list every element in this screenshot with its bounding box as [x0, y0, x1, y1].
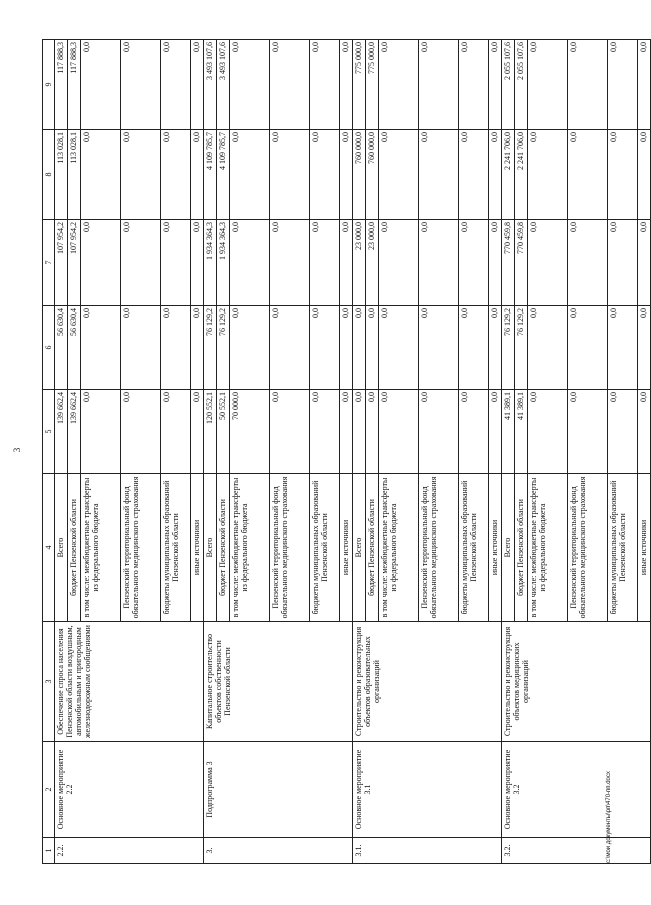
amount-cell: 76 129,2 — [502, 306, 515, 390]
table-row — [55, 40, 68, 864]
funding-source-cell: в том числе: межбюджетные трансферты из федерального бюджета — [81, 474, 121, 622]
amount-cell: 41 389,1 — [502, 390, 515, 474]
funding-source-cell: бюджеты муниципальных образований Пензенской области — [310, 474, 340, 622]
funding-source-cell: бюджет Пензенской области — [68, 474, 81, 622]
amount-cell: 0,0 — [191, 306, 204, 390]
amount-cell: 117 888,3 — [55, 40, 68, 130]
header-cell: 2 — [43, 742, 55, 838]
amount-cell: 0,0 — [459, 220, 489, 306]
block-name-cell: Подпрограмма 3 — [204, 742, 353, 838]
block-name-cell: Основное мероприятие 3.1 — [353, 742, 502, 838]
amount-cell: 0,0 — [489, 130, 502, 220]
amount-cell: 76 129,2 — [217, 306, 230, 390]
amount-cell: 0,0 — [230, 306, 270, 390]
block-name-cell: Основное мероприятие 3.2 — [502, 742, 651, 838]
block-description-cell: Строительство и реконструкция объектов образовательных организаций — [353, 622, 502, 742]
amount-cell: 0,0 — [528, 130, 568, 220]
amount-cell: 0,0 — [121, 306, 161, 390]
header-cell: 7 — [43, 220, 55, 306]
amount-cell: 3 493 107,6 — [217, 40, 230, 130]
amount-cell: 107 954,2 — [55, 220, 68, 306]
funding-source-cell: Пензенский территориальный фонд обязательного медицинского страхования — [419, 474, 459, 622]
amount-cell: 0,0 — [608, 130, 638, 220]
amount-cell: 0,0 — [161, 390, 191, 474]
amount-cell: 0,0 — [568, 40, 608, 130]
amount-cell: 0,0 — [419, 390, 459, 474]
amount-cell: 0,0 — [161, 306, 191, 390]
header-cell: 6 — [43, 306, 55, 390]
funding-source-cell: иные источники — [638, 474, 651, 622]
amount-cell: 0,0 — [489, 220, 502, 306]
block-name-cell: Основное мероприятие 2.2 — [55, 742, 204, 838]
amount-cell: 23 000,0 — [353, 220, 366, 306]
amount-cell: 0,0 — [568, 220, 608, 306]
amount-cell: 0,0 — [81, 130, 121, 220]
amount-cell: 0,0 — [310, 40, 340, 130]
funding-source-cell: Всего — [55, 474, 68, 622]
funding-source-cell: бюджеты муниципальных образований Пензенской области — [161, 474, 191, 622]
amount-cell: 0,0 — [419, 220, 459, 306]
amount-cell: 113 028,1 — [68, 130, 81, 220]
amount-cell: 2 241 706,0 — [502, 130, 515, 220]
amount-cell: 1 934 364,3 — [217, 220, 230, 306]
amount-cell: 0,0 — [310, 220, 340, 306]
amount-cell: 0,0 — [608, 220, 638, 306]
amount-cell: 0,0 — [528, 306, 568, 390]
amount-cell: 0,0 — [310, 390, 340, 474]
amount-cell: 760 000,0 — [353, 130, 366, 220]
funding-source-cell: в том числе: межбюджетные трансферты из федерального бюджета — [379, 474, 419, 622]
block-description-cell: Строительство и реконструкция объектов медицинских организаций — [502, 622, 651, 742]
amount-cell: 139 662,4 — [55, 390, 68, 474]
amount-cell: 0,0 — [310, 130, 340, 220]
amount-cell: 0,0 — [379, 306, 419, 390]
amount-cell: 0,0 — [379, 220, 419, 306]
amount-cell: 0,0 — [81, 40, 121, 130]
amount-cell: 0,0 — [638, 40, 651, 130]
header-cell: 8 — [43, 130, 55, 220]
table-header-row — [43, 40, 55, 864]
funding-table — [42, 39, 651, 864]
amount-cell: 0,0 — [419, 130, 459, 220]
funding-source-cell: Пензенский территориальный фонд обязательного медицинского страхования — [121, 474, 161, 622]
amount-cell: 139 662,4 — [68, 390, 81, 474]
amount-cell: 0,0 — [568, 306, 608, 390]
header-cell: 3 — [43, 622, 55, 742]
amount-cell: 775 000,0 — [353, 40, 366, 130]
amount-cell: 0,0 — [459, 306, 489, 390]
block-description-cell: Капитальное строительство объектов собственности Пензенской области — [204, 622, 353, 742]
funding-table-body — [43, 40, 651, 864]
amount-cell: 4 109 785,7 — [204, 130, 217, 220]
amount-cell: 0,0 — [568, 130, 608, 220]
amount-cell: 760 000,0 — [366, 130, 379, 220]
amount-cell: 0,0 — [340, 220, 353, 306]
table-row — [353, 40, 366, 864]
block-code-cell: 2.2. — [55, 838, 204, 864]
file-path-footer: c:\мои документы\рп\470-пп.docx — [606, 771, 612, 863]
amount-cell: 0,0 — [191, 130, 204, 220]
amount-cell: 0,0 — [366, 390, 379, 474]
funding-source-cell: Всего — [502, 474, 515, 622]
header-cell: 4 — [43, 474, 55, 622]
amount-cell: 0,0 — [121, 40, 161, 130]
amount-cell: 0,0 — [608, 306, 638, 390]
funding-source-cell: бюджеты муниципальных образований Пензенской области — [459, 474, 489, 622]
amount-cell: 0,0 — [161, 130, 191, 220]
amount-cell: 0,0 — [161, 40, 191, 130]
funding-source-cell: Всего — [353, 474, 366, 622]
amount-cell: 0,0 — [608, 390, 638, 474]
amount-cell: 0,0 — [270, 220, 310, 306]
amount-cell: 0,0 — [81, 306, 121, 390]
amount-cell: 0,0 — [121, 130, 161, 220]
amount-cell: 0,0 — [638, 220, 651, 306]
amount-cell: 70 000,0 — [230, 390, 270, 474]
amount-cell: 0,0 — [230, 130, 270, 220]
amount-cell: 0,0 — [419, 40, 459, 130]
amount-cell: 0,0 — [568, 390, 608, 474]
amount-cell: 0,0 — [340, 390, 353, 474]
amount-cell: 0,0 — [270, 40, 310, 130]
amount-cell: 50 552,1 — [217, 390, 230, 474]
amount-cell: 0,0 — [638, 390, 651, 474]
amount-cell: 0,0 — [191, 390, 204, 474]
funding-source-cell: Пензенский территориальный фонд обязательного медицинского страхования — [270, 474, 310, 622]
amount-cell: 76 129,2 — [204, 306, 217, 390]
amount-cell: 0,0 — [230, 40, 270, 130]
amount-cell: 4 109 785,7 — [217, 130, 230, 220]
funding-source-cell: в том числе: межбюджетные трансферты из федерального бюджета — [230, 474, 270, 622]
amount-cell: 0,0 — [489, 306, 502, 390]
funding-source-cell: в том числе: межбюджетные трансферты из федерального бюджета — [528, 474, 568, 622]
block-code-cell: 3.2. — [502, 838, 651, 864]
amount-cell: 770 459,8 — [515, 220, 528, 306]
amount-cell: 0,0 — [459, 390, 489, 474]
amount-cell: 0,0 — [191, 40, 204, 130]
funding-source-cell: Пензенский территориальный фонд обязательного медицинского страхования — [568, 474, 608, 622]
block-code-cell: 3. — [204, 838, 353, 864]
amount-cell: 0,0 — [121, 390, 161, 474]
header-cell: 5 — [43, 390, 55, 474]
amount-cell: 0,0 — [528, 390, 568, 474]
amount-cell: 120 552,1 — [204, 390, 217, 474]
amount-cell: 0,0 — [161, 220, 191, 306]
amount-cell: 0,0 — [489, 390, 502, 474]
amount-cell: 0,0 — [270, 306, 310, 390]
amount-cell: 0,0 — [379, 130, 419, 220]
amount-cell: 0,0 — [419, 306, 459, 390]
amount-cell: 0,0 — [366, 306, 379, 390]
amount-cell: 0,0 — [528, 220, 568, 306]
amount-cell: 0,0 — [459, 40, 489, 130]
amount-cell: 775 000,0 — [366, 40, 379, 130]
header-cell: 9 — [43, 40, 55, 130]
amount-cell: 56 630,4 — [55, 306, 68, 390]
amount-cell: 0,0 — [379, 390, 419, 474]
amount-cell: 0,0 — [230, 220, 270, 306]
block-code-cell: 3.1. — [353, 838, 502, 864]
funding-source-cell: иные источники — [191, 474, 204, 622]
amount-cell: 0,0 — [121, 220, 161, 306]
funding-source-cell: иные источники — [489, 474, 502, 622]
funding-source-cell: бюджет Пензенской области — [515, 474, 528, 622]
block-description-cell: Обеспечение спроса населения Пензенской области воздушным, автомобильным и пригородным железнодорожным сообщениями — [55, 622, 204, 742]
amount-cell: 0,0 — [638, 130, 651, 220]
amount-cell: 0,0 — [379, 40, 419, 130]
amount-cell: 117 888,3 — [68, 40, 81, 130]
amount-cell: 0,0 — [340, 130, 353, 220]
amount-cell: 2 055 107,6 — [515, 40, 528, 130]
amount-cell: 107 954,2 — [68, 220, 81, 306]
page-number: 3 — [12, 447, 22, 453]
funding-source-cell: Всего — [204, 474, 217, 622]
amount-cell: 0,0 — [81, 220, 121, 306]
amount-cell: 0,0 — [528, 40, 568, 130]
amount-cell: 0,0 — [353, 390, 366, 474]
amount-cell: 0,0 — [310, 306, 340, 390]
amount-cell: 0,0 — [340, 306, 353, 390]
funding-source-cell: бюджет Пензенской области — [217, 474, 230, 622]
funding-source-cell: иные источники — [340, 474, 353, 622]
amount-cell: 0,0 — [353, 306, 366, 390]
amount-cell: 0,0 — [340, 40, 353, 130]
amount-cell: 41 389,1 — [515, 390, 528, 474]
amount-cell: 1 934 364,3 — [204, 220, 217, 306]
amount-cell: 2 055 107,6 — [502, 40, 515, 130]
funding-source-cell: бюджет Пензенской области — [366, 474, 379, 622]
table-row — [502, 40, 515, 864]
amount-cell: 0,0 — [459, 130, 489, 220]
header-cell: 1 — [43, 838, 55, 864]
amount-cell: 3 493 107,6 — [204, 40, 217, 130]
amount-cell: 2 241 706,0 — [515, 130, 528, 220]
amount-cell: 0,0 — [608, 40, 638, 130]
amount-cell: 0,0 — [191, 220, 204, 306]
amount-cell: 76 129,2 — [515, 306, 528, 390]
amount-cell: 56 630,4 — [68, 306, 81, 390]
funding-source-cell: бюджеты муниципальных образований Пензенской области — [608, 474, 638, 622]
amount-cell: 0,0 — [81, 390, 121, 474]
amount-cell: 0,0 — [489, 40, 502, 130]
table-row — [204, 40, 217, 864]
amount-cell: 113 028,1 — [55, 130, 68, 220]
amount-cell: 23 000,0 — [366, 220, 379, 306]
amount-cell: 0,0 — [638, 306, 651, 390]
amount-cell: 0,0 — [270, 130, 310, 220]
amount-cell: 770 459,8 — [502, 220, 515, 306]
amount-cell: 0,0 — [270, 390, 310, 474]
